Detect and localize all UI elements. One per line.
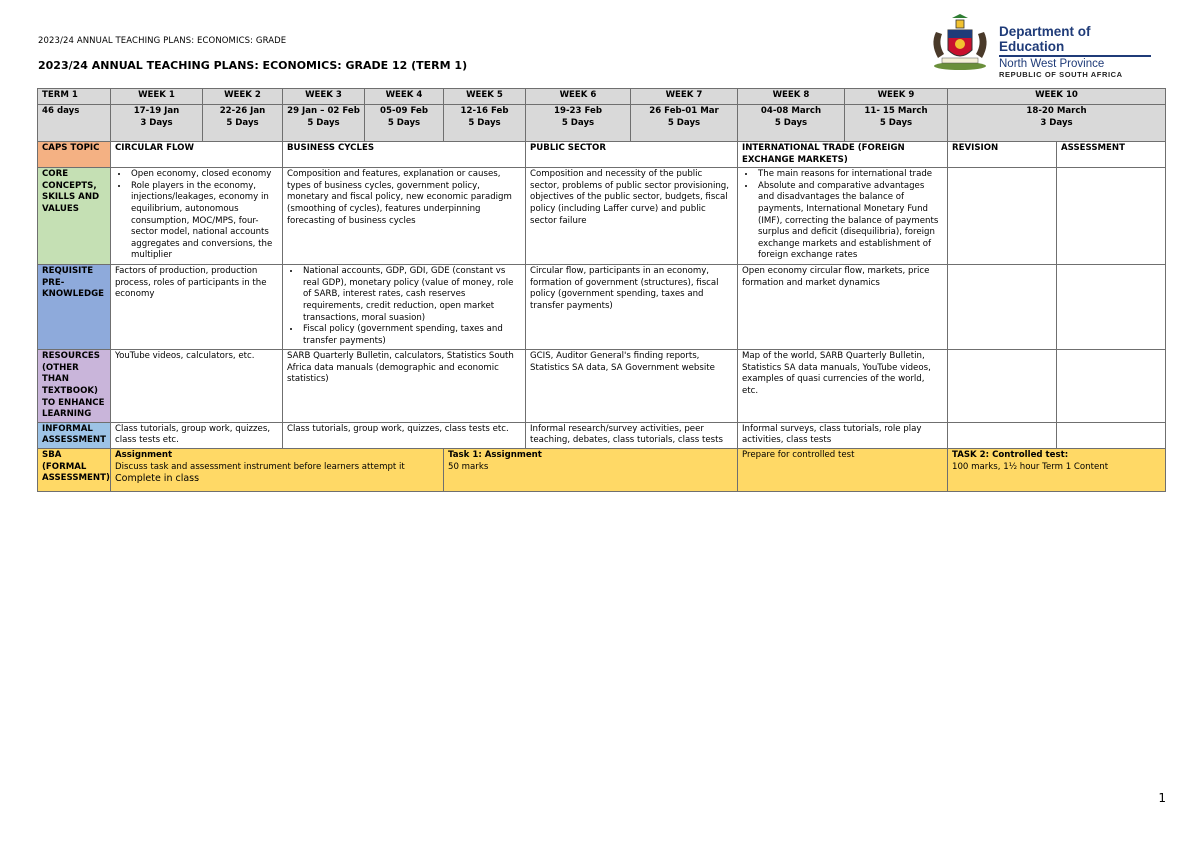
content-cell: Informal research/survey activities, peer teaching, debates, class tutorials, class tests xyxy=(526,422,738,448)
sba-assignment-note: Complete in class xyxy=(115,473,200,485)
term-days: 46 days xyxy=(38,105,111,142)
content-cell xyxy=(1057,422,1166,448)
logo-rule xyxy=(999,55,1151,57)
week-dates: 29 Jan – 02 Feb xyxy=(287,106,360,116)
week-header-row xyxy=(38,89,1166,105)
topic-cell: BUSINESS CYCLES xyxy=(283,142,526,168)
caps-topic-row xyxy=(38,142,1166,168)
content-cell: Factors of production, production process, roles of participants in the economy xyxy=(111,265,283,350)
row-label: SBA (FORMAL ASSESSMENT) xyxy=(38,448,111,491)
topic-cell: PUBLIC SECTOR xyxy=(526,142,738,168)
week-dates-cell xyxy=(203,105,283,142)
week-dates-cell xyxy=(526,105,631,142)
list-item: • Open economy, closed economy xyxy=(129,169,278,181)
week-label: WEEK 7 xyxy=(631,89,738,105)
resources-row xyxy=(38,350,1166,423)
bullet-list xyxy=(742,169,943,262)
week-dates: 04-08 March xyxy=(760,106,822,116)
core-concepts-row xyxy=(38,168,1166,265)
topic-cell: REVISION xyxy=(948,142,1057,168)
content-cell: Open economy circular flow, markets, price formation and market dynamics xyxy=(738,265,948,350)
week-label: WEEK 9 xyxy=(845,89,948,105)
bullet-list xyxy=(287,266,521,347)
content-cell: Informal surveys, class tutorials, role play activities, class tests xyxy=(738,422,948,448)
department-logo xyxy=(926,14,1156,79)
list-item: • National accounts, GDP, GDI, GDE (constant vs real GDP), monetary policy (value of money, role of SARB, interest rates, cash reserves requirements, credit reduction, open market transactions, moral suasion) xyxy=(301,266,521,324)
logo-province: North West Province xyxy=(999,58,1105,70)
week-days: 5 Days xyxy=(226,117,259,128)
content-cell: GCIS, Auditor General's finding reports, Statistics SA data, SA Government website xyxy=(526,350,738,423)
logo-country: REPUBLIC OF SOUTH AFRICA xyxy=(999,70,1123,79)
teaching-plan-table xyxy=(37,88,1166,492)
row-label: CORE CONCEPTS, SKILLS AND VALUES xyxy=(38,168,111,265)
week-dates-cell xyxy=(845,105,948,142)
week-dates: 05-09 Feb xyxy=(380,106,428,116)
row-label: INFORMAL ASSESSMENT xyxy=(38,422,111,448)
week-days: 5 Days xyxy=(879,117,913,128)
week-dates-cell xyxy=(948,105,1166,142)
week-days: 5 Days xyxy=(387,117,421,128)
content-cell xyxy=(1057,350,1166,423)
row-label: REQUISITE PRE-KNOWLEDGE xyxy=(38,265,111,350)
topic-cell: ASSESSMENT xyxy=(1057,142,1166,168)
week-label: WEEK 2 xyxy=(203,89,283,105)
logo-title: Department of Education xyxy=(999,24,1091,54)
week-dates: 26 Feb-01 Mar xyxy=(649,106,719,116)
week-dates: 12-16 Feb xyxy=(460,106,509,116)
sba-task1-marks: 50 marks xyxy=(448,461,489,472)
week-label: WEEK 4 xyxy=(365,89,444,105)
topic-cell: CIRCULAR FLOW xyxy=(111,142,283,168)
sba-assignment-title: Assignment xyxy=(115,449,173,460)
sba-task2-detail: 100 marks, 1½ hour Term 1 Content xyxy=(952,461,1109,472)
week-dates: 19-23 Feb xyxy=(554,106,602,116)
page-title: 2023/24 ANNUAL TEACHING PLANS: ECONOMICS: GRADE 12 (TERM 1) xyxy=(38,59,468,72)
week-dates-cell xyxy=(444,105,526,142)
bullet-list xyxy=(115,169,278,262)
content-cell xyxy=(948,350,1057,423)
content-cell: Circular flow, participants in an economy, formation of government (structures), fiscal policy (government spending, taxes and transfer payments) xyxy=(526,265,738,350)
content-cell: YouTube videos, calculators, etc. xyxy=(111,350,283,423)
week-days: 5 Days xyxy=(307,117,340,128)
week-days: 3 Days xyxy=(1040,117,1073,128)
list-item: • Fiscal policy (government spending, taxes and transfer payments) xyxy=(301,324,521,347)
content-cell xyxy=(283,265,526,350)
page-number: 1 xyxy=(1158,791,1166,805)
sba-prep-cell: Prepare for controlled test xyxy=(738,448,948,491)
content-cell xyxy=(111,168,283,265)
week-dates: 18-20 March xyxy=(1026,106,1087,116)
coat-of-arms-icon xyxy=(926,14,994,72)
week-days: 5 Days xyxy=(774,117,808,128)
sba-task1-cell xyxy=(444,448,738,491)
sba-assignment-cell xyxy=(111,448,444,491)
week-dates: 11- 15 March xyxy=(864,106,928,116)
week-label: WEEK 5 xyxy=(444,89,526,105)
week-dates: 22-26 Jan xyxy=(219,106,266,116)
week-dates-cell xyxy=(365,105,444,142)
content-cell xyxy=(1057,168,1166,265)
content-cell xyxy=(948,168,1057,265)
week-label: WEEK 1 xyxy=(111,89,203,105)
content-cell xyxy=(1057,265,1166,350)
list-item: • The main reasons for international trade xyxy=(756,169,943,181)
list-item: • Absolute and comparative advantages and disadvantages the balance of payments, International Monetary Fund (IMF), correcting the balance of payments surplus and deficit (disequilibria), foreign exchange markets and establishment of foreign exchange rates xyxy=(756,181,943,262)
week-dates-cell xyxy=(738,105,845,142)
content-cell xyxy=(948,422,1057,448)
list-item: • Role players in the economy, injections/leakages, economy in equilibrium, autonomous consumption, MOC/MPS, four-sector model, national accounts aggregates and conversions, the multiplier xyxy=(129,181,278,262)
prerequisite-row xyxy=(38,265,1166,350)
week-days: 5 Days xyxy=(561,117,595,128)
week-label: WEEK 6 xyxy=(526,89,631,105)
week-days: 5 Days xyxy=(667,117,701,128)
content-cell xyxy=(948,265,1057,350)
week-dates-cell xyxy=(631,105,738,142)
content-cell: Class tutorials, group work, quizzes, class tests etc. xyxy=(111,422,283,448)
sba-assignment-note: Discuss task and assessment instrument before learners attempt it xyxy=(115,461,405,472)
row-label: CAPS TOPIC xyxy=(38,142,111,168)
week-label: WEEK 8 xyxy=(738,89,845,105)
week-days: 3 Days xyxy=(140,117,173,128)
topic-cell: INTERNATIONAL TRADE (FOREIGN EXCHANGE MARKETS) xyxy=(738,142,948,168)
content-cell: Composition and necessity of the public sector, problems of public sector provisioning, objectives of the public sector, budgets, fiscal policy (including Laffer curve) and public sector failure xyxy=(526,168,738,265)
week-days: 5 Days xyxy=(468,117,501,128)
informal-assessment-row xyxy=(38,422,1166,448)
content-cell xyxy=(738,168,948,265)
term-label: TERM 1 xyxy=(38,89,111,105)
sba-task2-title: TASK 2: Controlled test: xyxy=(952,449,1069,460)
row-label: RESOURCES (OTHER THAN TEXTBOOK) TO ENHANCE LEARNING xyxy=(38,350,111,423)
running-header: 2023/24 ANNUAL TEACHING PLANS: ECONOMICS: GRADE xyxy=(38,36,287,46)
week-dates: 17-19 Jan xyxy=(133,106,180,116)
week-dates-cell xyxy=(111,105,203,142)
content-cell: Class tutorials, group work, quizzes, class tests etc. xyxy=(283,422,526,448)
week-dates-row xyxy=(38,105,1166,142)
content-cell: Map of the world, SARB Quarterly Bulletin, Statistics SA data manuals, YouTube videos, examples of quasi currencies of the world, etc. xyxy=(738,350,948,423)
content-cell: SARB Quarterly Bulletin, calculators, Statistics South Africa data manuals (demographic and economic statistics) xyxy=(283,350,526,423)
sba-task2-cell xyxy=(948,448,1166,491)
week-label: WEEK 3 xyxy=(283,89,365,105)
week-dates-cell xyxy=(283,105,365,142)
sba-row xyxy=(38,448,1166,491)
week-label: WEEK 10 xyxy=(948,89,1166,105)
sba-task1-title: Task 1: Assignment xyxy=(448,449,542,460)
content-cell: Composition and features, explanation or causes, types of business cycles, government policy, monetary and fiscal policy, new economic paradigm (smoothing of cycles), features underpinning forecasting of business cycles xyxy=(283,168,526,265)
